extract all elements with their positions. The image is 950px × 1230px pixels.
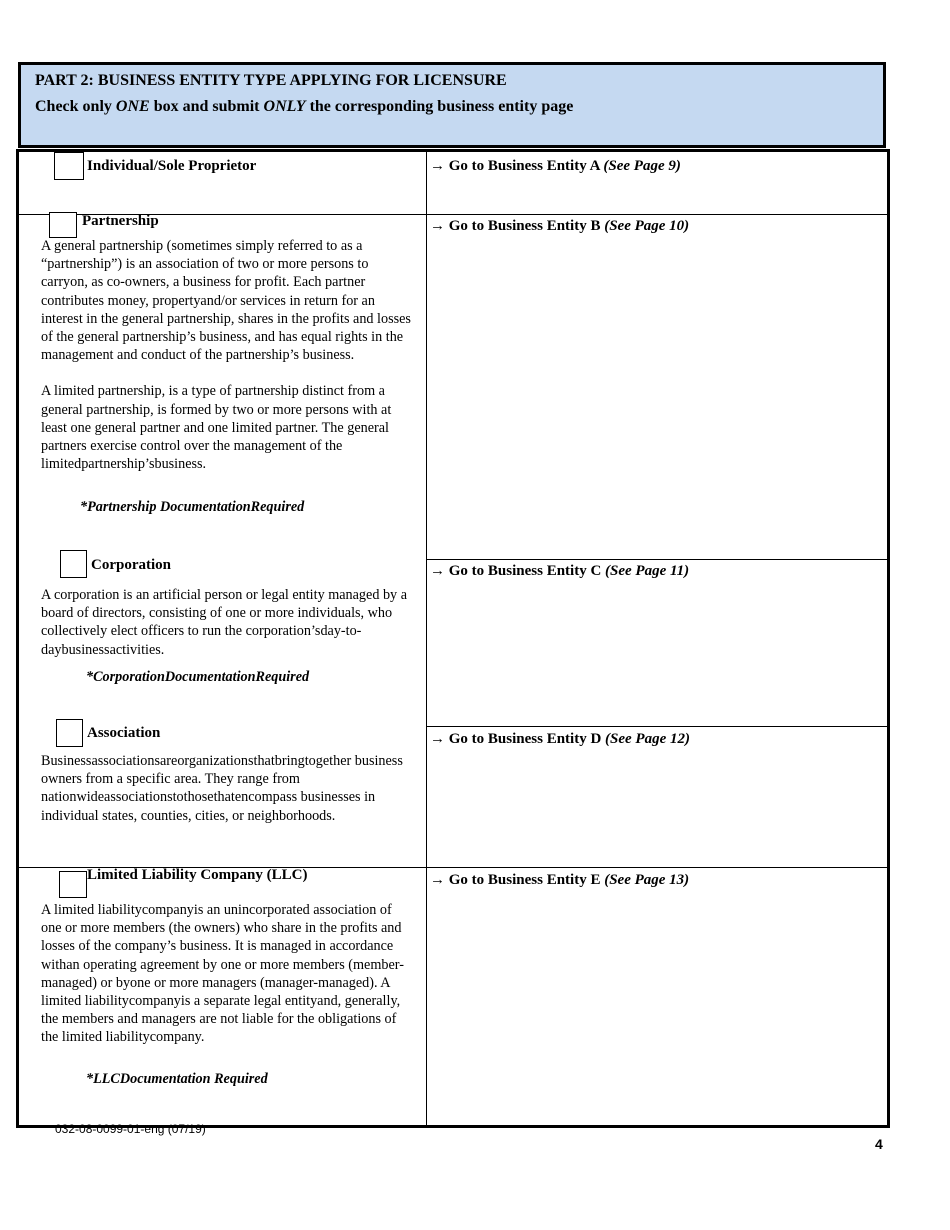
association-description: Businessassociationsareorganizationsthatbringtogether business owners from a specific area. They range from nationwideassociationstothosethatencompass businesses in individual states, counties, cities, or neighborhoods. — [41, 753, 403, 824]
row-divider — [426, 559, 887, 560]
partnership-description — [41, 237, 411, 473]
association-checkbox[interactable] — [56, 719, 83, 747]
individual-label: Individual/Sole Proprietor — [87, 158, 257, 174]
form-code: 032-08-0099-01-eng (07/19) — [55, 1122, 206, 1136]
part-2-header — [18, 62, 886, 148]
llc-required-note: *LLCDocumentation Required — [86, 1071, 268, 1087]
llc-checkbox[interactable] — [59, 871, 87, 898]
partnership-checkbox[interactable] — [49, 212, 77, 238]
goto-entity-a: → Go to Business Entity A (See Page 9) — [430, 158, 681, 174]
llc-description: A limited liabilitycompanyis an unincorporated association of one or more members (the owners) who share in the profits and losses of the company’s business. It is managed in accordance withan operating agreement by one or more members (member-managed) or byone or more managers (manager-managed). A limited liabilitycompanyis a separate legal entityand, generally, the members and managers are not liable for the obligations of the limited liabilitycompany. — [41, 902, 404, 1046]
row-divider — [426, 726, 887, 727]
corporation-label: Corporation — [91, 557, 171, 573]
goto-entity-c: → Go to Business Entity C (See Page 11) — [430, 563, 690, 579]
goto-entity-d: → Go to Business Entity D (See Page 12) — [430, 731, 690, 747]
limited-partnership-text: A limited partnership, is a type of partnership distinct from a general partnership, is formed by two or more persons with at least one general partner and one limited partner. The general partners exercise control over the management of the limitedpartnership’sbusiness. — [41, 383, 392, 473]
corporation-checkbox[interactable] — [60, 550, 87, 578]
llc-label: Limited Liability Company (LLC) — [87, 867, 308, 883]
general-partnership-text: A general partnership (sometimes simply referred to as a “partnership”) is an association of two or more persons to carryon, as co-owners, a business for profit. Each partner contributes money, propertyand/or services in return for an interest in the general partnership, shares in the profits and losses of the general partnership’s business, and has equal rights in the management and conduct of the partnership’s business. — [41, 238, 411, 364]
part-title: PART 2: BUSINESS ENTITY TYPE APPLYING FOR LICENSURE — [35, 72, 507, 89]
association-label: Association — [87, 725, 161, 741]
page-number: 4 — [875, 1136, 883, 1152]
corporation-required-note: *CorporationDocumentationRequired — [86, 669, 310, 685]
goto-entity-b: → Go to Business Entity B (See Page 10) — [430, 218, 690, 234]
partnership-label: Partnership — [82, 213, 159, 229]
individual-checkbox[interactable] — [54, 152, 84, 180]
column-divider — [426, 152, 427, 1125]
goto-entity-e: → Go to Business Entity E (See Page 13) — [430, 872, 690, 888]
corporation-description: A corporation is an artificial person or legal entity managed by a board of directors, consisting of one or more individuals, who collectively elect officers to run the corporation’sday-to-daybusinessactivities. — [41, 587, 407, 658]
instruction-text: Check only ONE box and submit ONLY the corresponding business entity page — [35, 98, 574, 115]
partnership-required-note: *Partnership DocumentationRequired — [80, 499, 305, 515]
